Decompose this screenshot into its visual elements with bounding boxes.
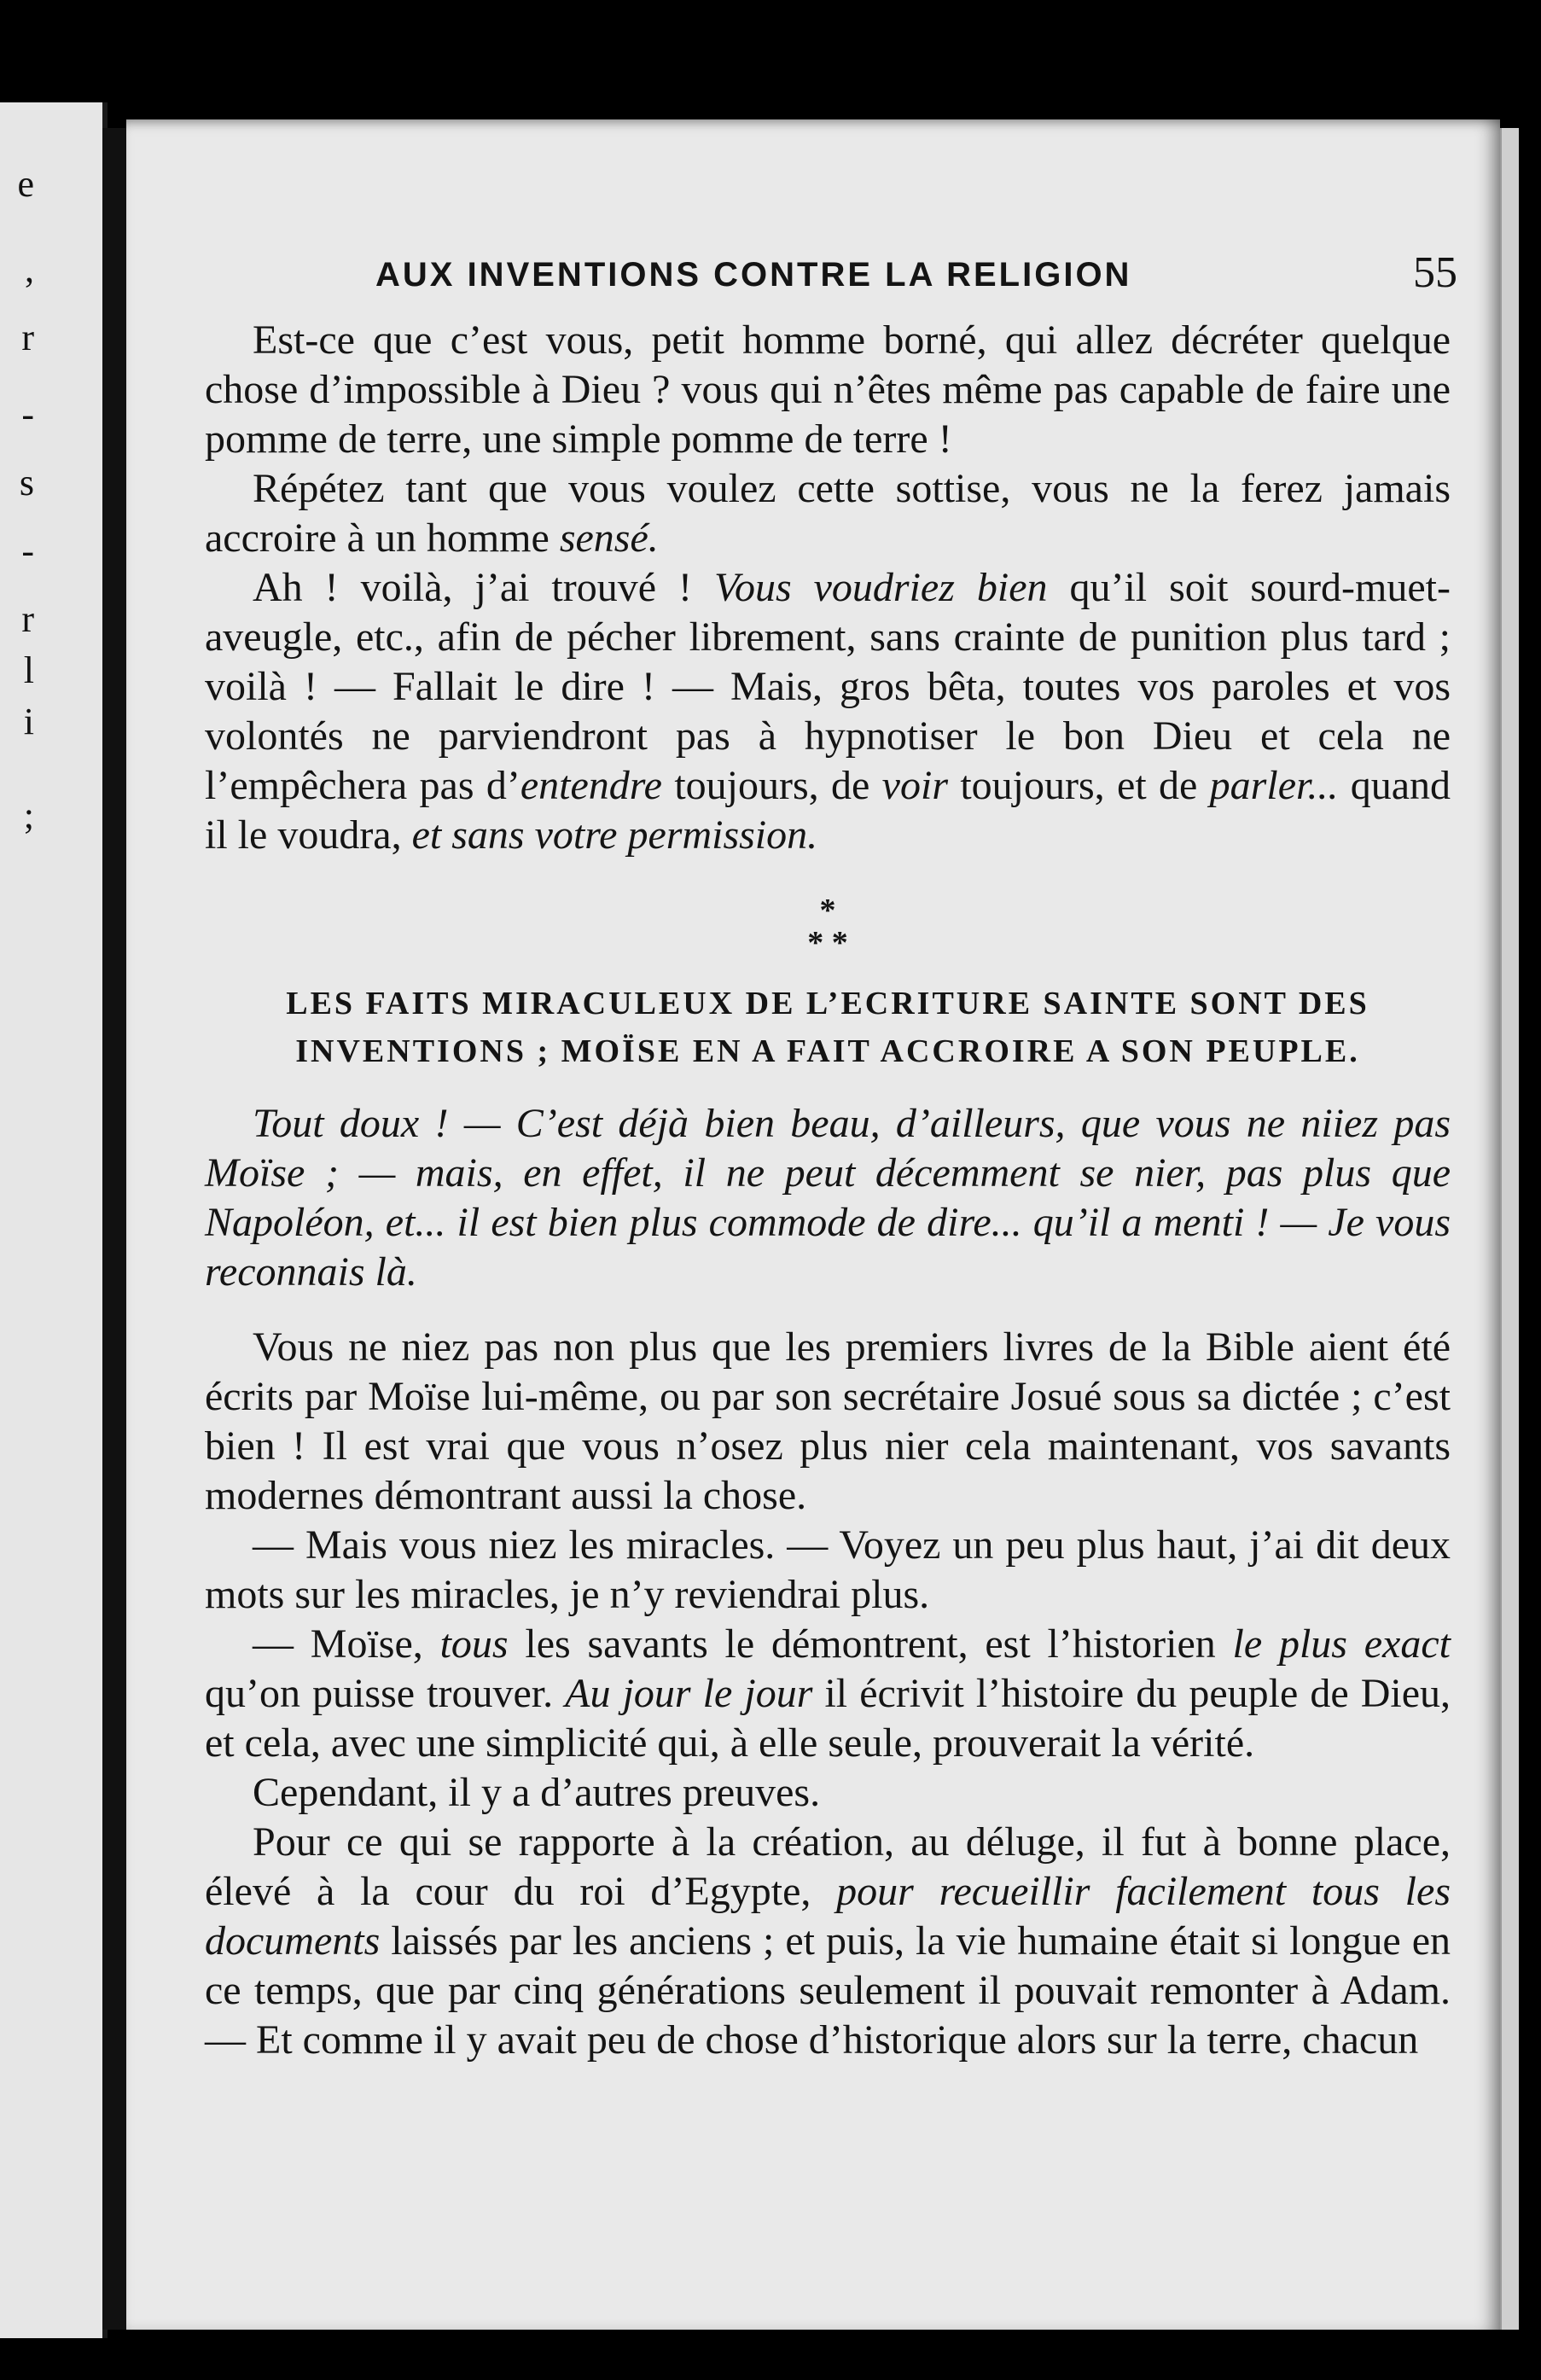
- page-content: [205, 247, 1457, 2065]
- italic-text: voir: [881, 763, 948, 808]
- italic-text: Vous voudriez bien: [713, 565, 1048, 610]
- paragraph: [205, 1768, 1451, 1818]
- text-run: Répétez tant que vous voulez cette sottise, vous ne la ferez jamais accroire à un homme: [205, 466, 1451, 561]
- text-run: toujours, de: [661, 763, 882, 808]
- section-title: [205, 980, 1451, 1075]
- italic-text: parler...: [1209, 763, 1339, 808]
- italic-text: sensé.: [559, 515, 659, 561]
- text-run: — Moïse,: [253, 1621, 440, 1667]
- text-run: — Mais vous niez les miracles. — Voyez un peu plus haut, j’ai dit deux mots sur les miracles, je n’y reviendrai plus.: [205, 1522, 1451, 1617]
- left-page-fragment: e: [17, 163, 34, 205]
- paragraph: [205, 1099, 1451, 1297]
- running-title: AUX INVENTIONS CONTRE LA RELIGION: [375, 256, 1132, 294]
- left-page-fragment: i: [23, 701, 34, 742]
- paragraph: [205, 1818, 1451, 2065]
- left-page-fragment: ;: [23, 794, 34, 836]
- left-page-fragment: s: [19, 462, 34, 503]
- italic-text: Au jour le jour: [565, 1671, 813, 1716]
- paragraph: [205, 1323, 1451, 1521]
- italic-text: pour recueillir facilement tous les documents: [205, 1869, 1451, 1964]
- paragraph: [205, 563, 1451, 860]
- left-page-fragment: r: [21, 317, 34, 358]
- text-run: Vous ne niez pas non plus que les premiers livres de la Bible aient été écrits par Moïse lui-même, ou par son secrétaire Josué sous sa dictée ; c’est bien ! Il est vrai que vous n’osez plus nier cela maintenant, vos savants modernes démontrant aussi la chose.: [205, 1324, 1451, 1518]
- paragraph: [205, 1521, 1451, 1620]
- text-run: Cependant, il y a d’autres preuves.: [253, 1770, 821, 1815]
- text-run: il écrivit l’histoire du peuple de Dieu, et cela, avec une simplicité qui, à elle seule, prouverait la vérité.: [205, 1671, 1451, 1766]
- text-run: les savants le démontrent, est l’historien: [508, 1621, 1233, 1667]
- text-run: toujours, et de: [948, 763, 1210, 808]
- text-run: Est-ce que c’est vous, petit homme borné, qui allez décréter quelque chose d’impossible à Dieu ? vous qui n’êtes même pas capable de faire une pomme de terre, une simple pomme de terre !: [205, 317, 1451, 462]
- italic-text: Tout doux ! — C’est déjà bien beau, d’ailleurs, que vous ne niiez pas Moïse ; — mais, en effet, il ne peut décemment se nier, pas plus que Napoléon, et... il est bien plus commode de dire... qu’il a menti ! — Je vous reconnais là.: [205, 1101, 1451, 1295]
- text-run: laissés par les anciens ; et puis, la vie humaine était si longue en ce temps, que par cinq générations seulement il pouvait remonter à Adam. — Et comme il y avait peu de chose d’historique alors sur la terre, chacun: [205, 1918, 1451, 2063]
- paragraph-gap: [205, 1297, 1451, 1323]
- left-page-fragment: l: [23, 649, 34, 691]
- italic-text: et sans votre permission.: [411, 812, 818, 858]
- body-text-top: [205, 316, 1451, 860]
- page-edge: [1500, 128, 1519, 2330]
- left-page-fragment: -: [21, 530, 34, 572]
- text-run: qu’on puisse trouver.: [205, 1671, 566, 1716]
- ornament-top: *: [819, 893, 836, 928]
- text-run: Ah ! voilà, j’ai trouvé !: [253, 565, 714, 610]
- italic-text: tous: [439, 1621, 509, 1667]
- paragraph: [205, 464, 1451, 563]
- paragraph: [205, 316, 1451, 464]
- paragraph: [205, 1620, 1451, 1768]
- asterism-ornament: [205, 894, 1451, 959]
- running-head: [205, 247, 1457, 316]
- italic-text: le plus exact: [1232, 1621, 1451, 1667]
- text-run: qu’il soit sourd-muet-aveugle, etc., afin de pécher librement, sans crainte de punition plus tard ; voilà ! — Fallait le dire ! — Mais, gros bêta, toutes vos paroles et vos volontés ne parviendront pas à hypnotiser le bon Dieu et cela ne l’empêchera pas d’: [205, 565, 1451, 808]
- section-title-line-1: LES FAITS MIRACULEUX DE L’ECRITURE SAINTE SONT DES: [286, 986, 1369, 1021]
- book-page: [126, 119, 1500, 2330]
- section-title-line-2: INVENTIONS ; MOÏSE EN A FAIT ACCROIRE A SON PEUPLE.: [295, 1033, 1360, 1069]
- left-page-fragment: -: [21, 393, 34, 435]
- book-gutter: [102, 128, 126, 2330]
- body-text-bottom: [205, 1099, 1451, 2065]
- text-run: quand il le voudra,: [205, 763, 1451, 858]
- ornament-bottom: * *: [807, 925, 848, 961]
- text-run: Pour ce qui se rapporte à la création, au déluge, il fut à bonne place, élevé à la cour du roi d’Egypte,: [205, 1819, 1451, 1914]
- previous-page-edge: [0, 102, 108, 2338]
- left-page-fragment: r: [21, 598, 34, 640]
- left-page-fragment: ,: [25, 248, 34, 290]
- page-number: 55: [1413, 248, 1457, 297]
- italic-text: entendre: [520, 763, 662, 808]
